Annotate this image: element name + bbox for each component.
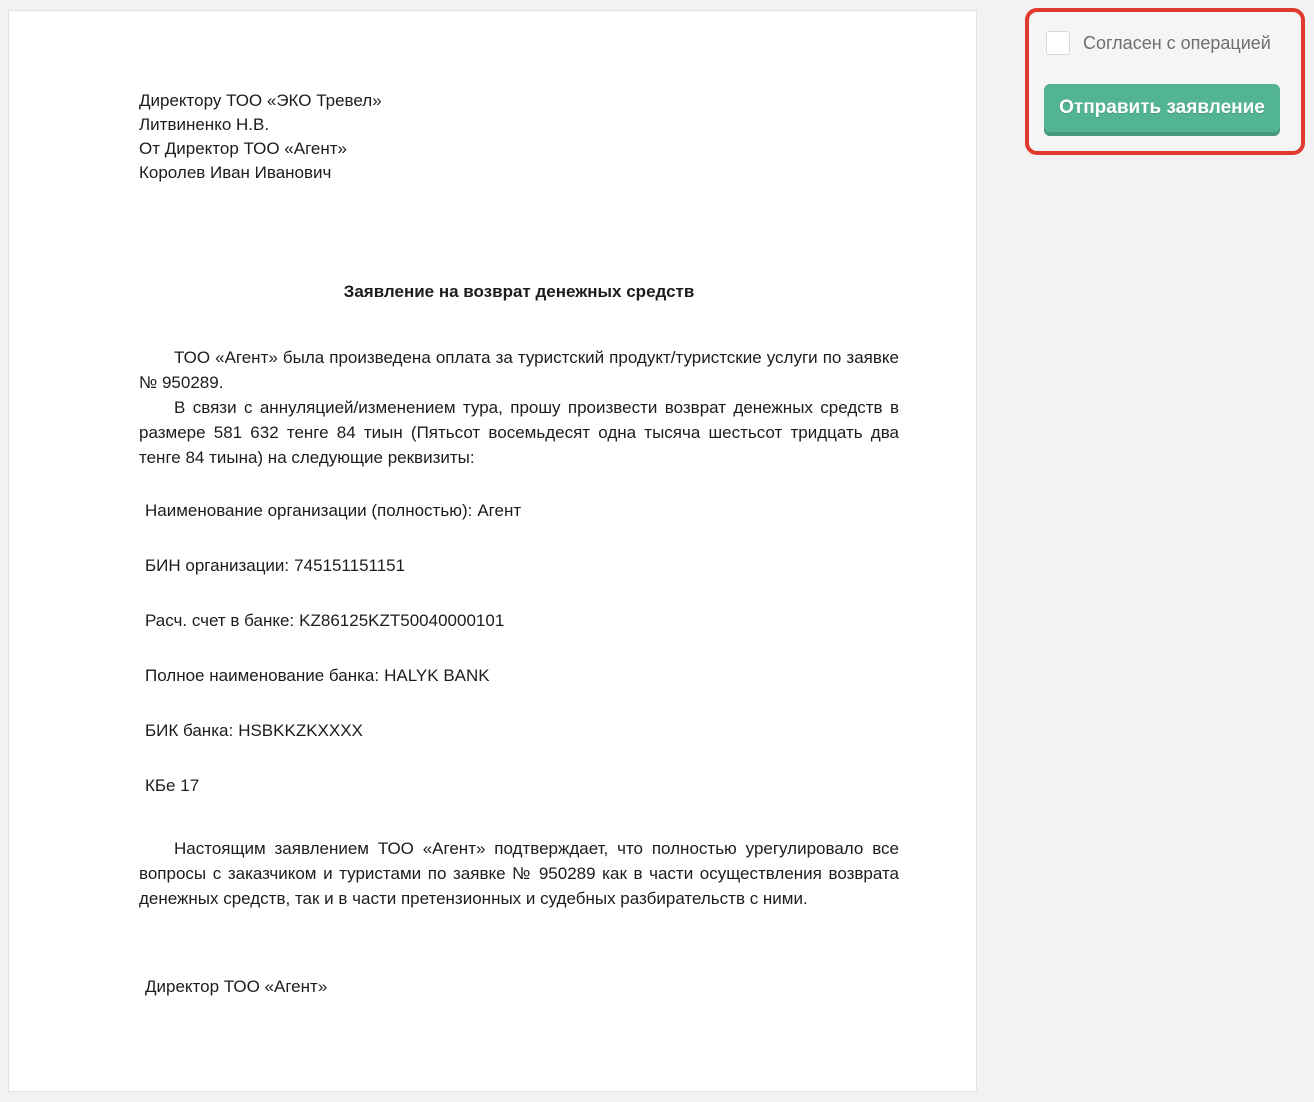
paragraph-refund-request: В связи с аннуляцией/изменением тура, прошу произвести возврат денежных средств в размере 581 632 тенге 84 тиын (Пятьсот восемьдесят одна тысяча шестьсот тридцать два тенге 84 тиына) на следующие реквизиты: xyxy=(139,398,899,467)
submit-application-button[interactable]: Отправить заявление xyxy=(1044,84,1280,132)
field-label: Полное наименование банка: xyxy=(145,666,380,685)
requisites-block xyxy=(139,500,899,796)
field-kbe xyxy=(145,775,899,796)
sender-line: Королев Иван Иванович xyxy=(139,163,332,182)
paragraph-payment: ТОО «Агент» была произведена оплата за туристский продукт/туристские услуги по заявке № 950289. xyxy=(139,348,899,392)
field-organization-name xyxy=(145,500,899,521)
agree-checkbox-row[interactable] xyxy=(1046,31,1271,55)
sender-line: От Директор ТОО «Агент» xyxy=(139,139,348,158)
field-value: 745151151151 xyxy=(294,556,406,575)
field-label: Наименование организации (полностью): xyxy=(145,501,473,520)
field-bank-name xyxy=(145,665,899,686)
signature-line: Директор ТОО «Агент» xyxy=(145,977,328,996)
field-label: БИК банка: xyxy=(145,721,234,740)
field-bin xyxy=(145,555,899,576)
field-value: HSBKKZKXXXX xyxy=(238,721,363,740)
addressee-line: Литвиненко Н.В. xyxy=(139,115,270,134)
paragraph-confirmation: Настоящим заявлением ТОО «Агент» подтверждает, что полностью урегулировало все вопросы с заказчиком и туристами по заявке № 950289 как в части осуществления возврата денежных средств, так и в части претензионных и судебных разбирательств с ними. xyxy=(139,839,899,908)
field-bik xyxy=(145,720,899,741)
field-label: КБе 17 xyxy=(145,776,200,795)
field-bank-account xyxy=(145,610,899,631)
document-addressee-block xyxy=(139,89,899,185)
agree-checkbox[interactable] xyxy=(1046,31,1070,55)
document-title: Заявление на возврат денежных средств xyxy=(343,282,695,301)
agree-checkbox-label: Согласен с операцией xyxy=(1083,32,1271,53)
field-label: Расч. счет в банке: xyxy=(145,611,295,630)
addressee-line: Директору ТОО «ЭКО Тревел» xyxy=(139,91,382,110)
field-label: БИН организации: xyxy=(145,556,290,575)
field-value: Агент xyxy=(477,501,522,520)
field-value: KZ86125KZT50040000101 xyxy=(299,611,505,630)
document-content xyxy=(139,11,899,999)
document-page xyxy=(8,10,977,1092)
action-panel-highlight xyxy=(1025,8,1305,155)
field-value: HALYK BANK xyxy=(384,666,490,685)
